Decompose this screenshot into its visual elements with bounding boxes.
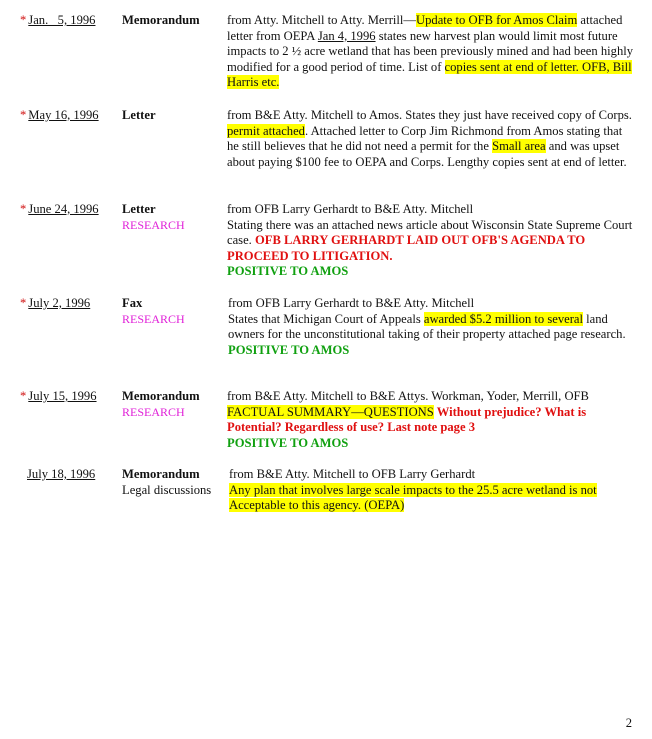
document-type [122,296,185,327]
entry-date [20,13,95,28]
description-text: Stating there was an attached news article about Wisconsin State Supreme Court case. [227,217,633,248]
description-text: . Attached letter to Corp Jim Richmond from Amos stating that he still believes that he did not need a permit for the [227,123,623,154]
asterisk-marker: * [20,108,27,122]
description-text: from B&E Atty. Mitchell to B&E Attys. Workman, Yoder, Merrill, OFB [227,389,589,403]
red-note: Without prejudice? What is Potential? Regardless of use? Last note page 3 [227,404,587,435]
description-text: from B&E Atty. Mitchell to OFB Larry Gerhardt [229,467,476,481]
date-text: July 18, 1996 [27,467,96,481]
positive-note: POSITIVE TO AMOS [227,264,349,279]
highlighted-text: Small area [492,139,546,154]
entry-date [20,389,97,404]
date-text: Jan. 5, 1996 [28,13,96,27]
description-text: from B&E Atty. Mitchell to Amos. States they just have received copy of Corps. [227,108,632,122]
description-text: from OFB Larry Gerhardt to B&E Atty. Mitchell [228,296,475,310]
research-tag: RESEARCH [122,311,185,326]
entry-date [20,202,99,217]
entry-description [227,389,635,451]
document-type-label: Letter [122,202,156,216]
red-note: OFB LARRY GERHARDT LAID OUT OFB'S AGENDA TO PROCEED TO LITIGATION. [227,233,586,263]
document-type-label: Memorandum [122,467,200,481]
positive-note: POSITIVE TO AMOS [228,342,350,357]
document-type-label: Letter [122,108,156,122]
document-type [122,202,185,233]
page-number: 2 [625,716,632,730]
highlighted-text: awarded $5.2 million to several [423,311,584,326]
document-type [122,13,200,29]
entry-description [229,467,637,514]
document-type-label: Memorandum [122,13,200,27]
document-type-label: Memorandum [122,389,200,403]
document-type [122,108,156,124]
research-tag: RESEARCH [122,217,185,232]
document-type-label: Fax [122,296,143,310]
date-text: July 15, 1996 [28,389,97,403]
entry-date [27,467,95,482]
entry-description [227,202,635,280]
entry-description [227,13,635,91]
entry-date [20,296,90,311]
positive-note: POSITIVE TO AMOS [227,435,349,450]
highlighted-text: copies sent at end of letter. OFB, Bill Harris etc. [227,59,632,90]
document-type [122,389,200,420]
research-tag: RESEARCH [122,404,185,419]
description-text: land owners for the unconstitutional taking of their property attached page research. [228,311,626,342]
description-text: attached letter from OEPA [227,13,623,43]
entry-description [227,108,635,170]
description-text: from OFB Larry Gerhardt to B&E Atty. Mitchell [227,202,474,216]
highlighted-text: permit attached [227,123,305,138]
document-type [122,467,211,498]
date-text: July 2, 1996 [28,296,91,310]
description-text: and was upset about paying $100 fee to OEPA and Corps. Lengthy copies sent at end of letter. [227,139,627,169]
entry-date [20,108,99,123]
asterisk-marker: * [20,389,27,403]
asterisk-marker: * [20,296,27,310]
underlined-date: Jan 4, 1996 [317,28,376,43]
description-text: states new harvest plan would limit most future impacts to 2 ½ acre wetland that has been previously mined and had been highly modified for a good period of time. List of [227,28,634,74]
date-text: May 16, 1996 [28,108,99,122]
asterisk-marker: * [20,13,27,27]
entry-description [228,296,636,358]
description-text: States that Michigan Court of Appeals [228,311,424,326]
highlighted-text: Any plan that involves large scale impacts to the 25.5 acre wetland is not Acceptable to this agency. (OEPA) [229,482,597,513]
date-text: June 24, 1996 [28,202,99,216]
legal-discussions-tag: Legal discussions [122,482,212,497]
description-text: from Atty. Mitchell to Atty. Merrill— [227,13,417,27]
asterisk-marker: * [20,202,27,216]
highlighted-text: Update to OFB for Amos Claim [416,13,578,27]
highlighted-text: FACTUAL SUMMARY—QUESTIONS [227,404,434,419]
